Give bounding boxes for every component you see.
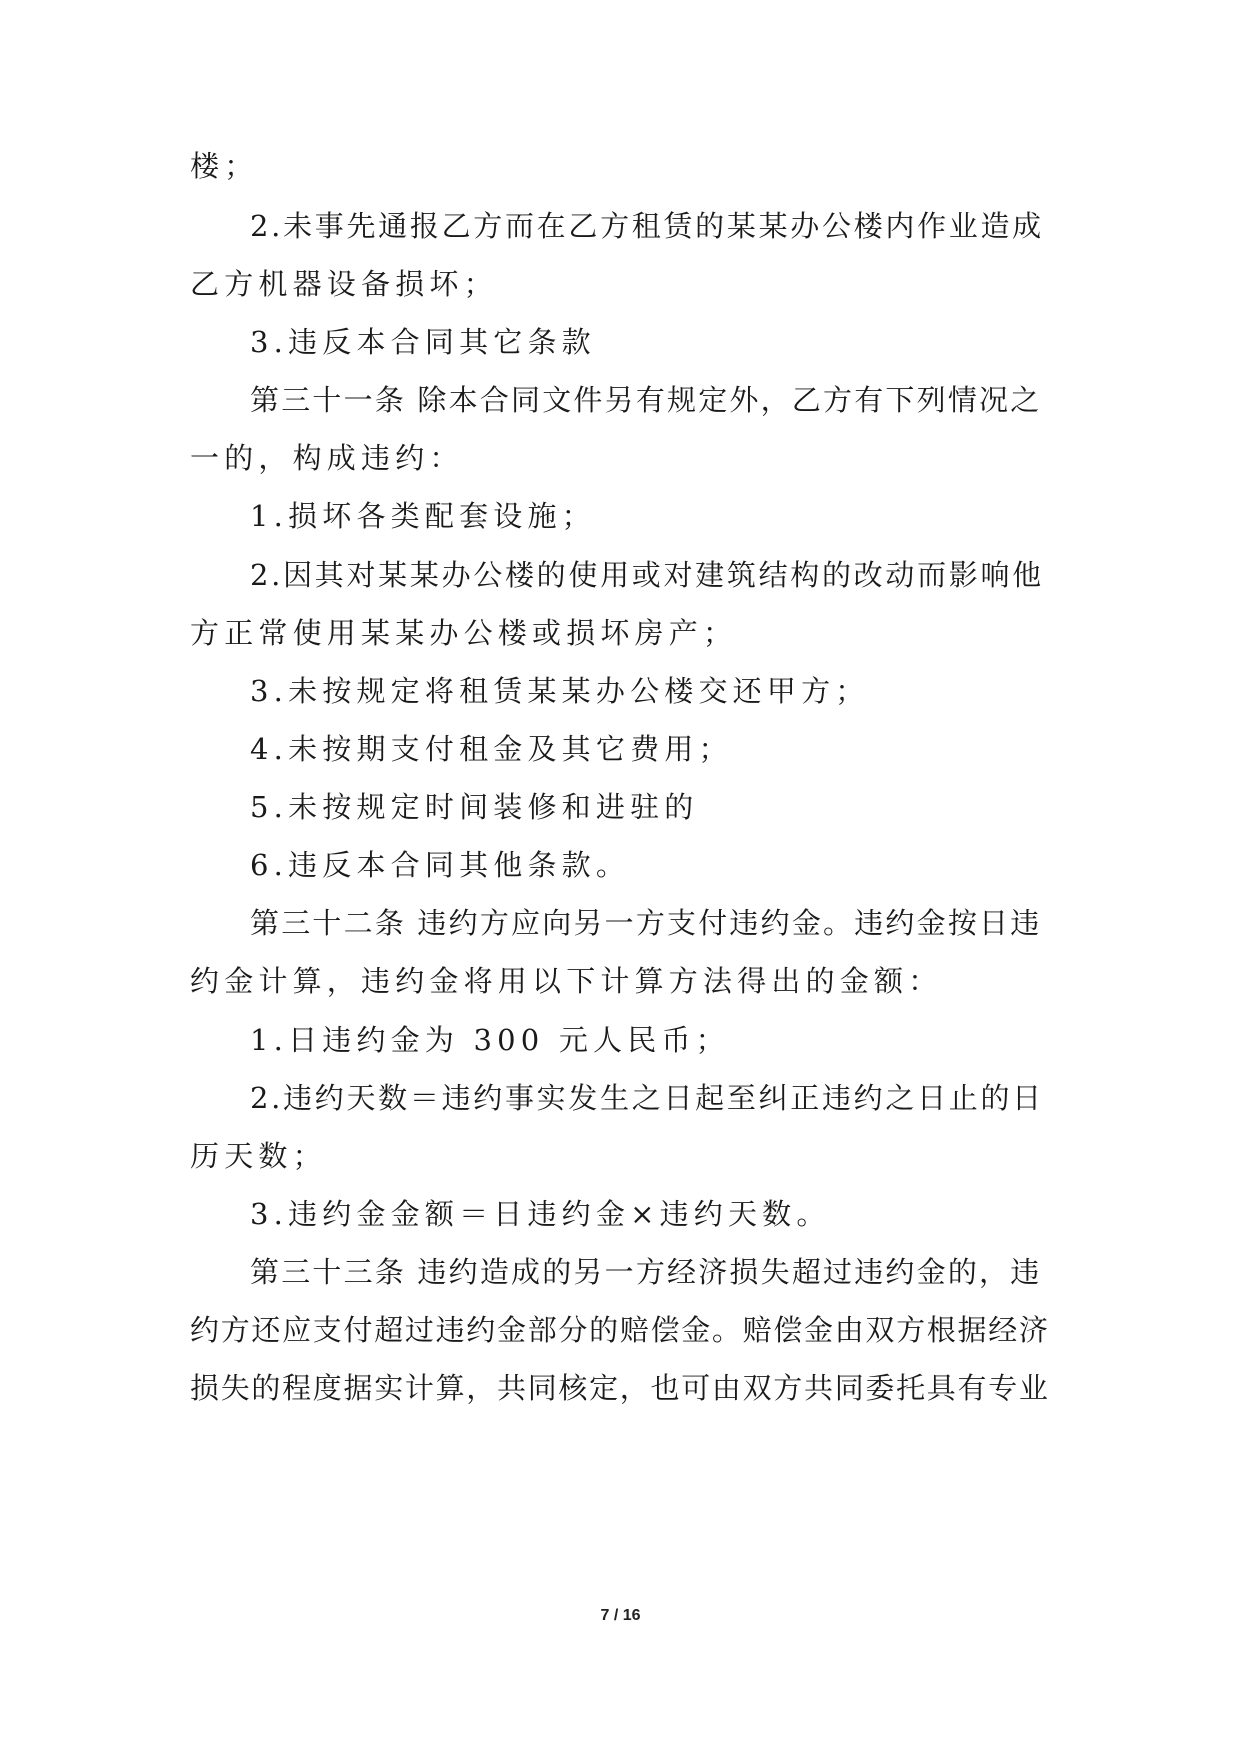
- paragraph-line: 6.违反本合同其他条款。: [250, 848, 631, 882]
- paragraph-line: 损失的程度据实计算，共同核定，也可由双方共同委托具有专业: [190, 1371, 1050, 1405]
- paragraph-line: 3.违约金金额＝日违约金×违约天数。: [250, 1197, 831, 1231]
- paragraph-line: 2.因其对某某办公楼的使用或对建筑结构的改动而影响他: [250, 558, 1044, 592]
- paragraph-line: 第三十一条 除本合同文件另有规定外，乙方有下列情况之: [250, 383, 1042, 417]
- paragraph-line: 2.未事先通报乙方而在乙方租赁的某某办公楼内作业造成: [250, 209, 1044, 243]
- paragraph-line: 约金计算，违约金将用以下计算方法得出的金额：: [190, 964, 943, 998]
- paragraph-line: 1.日违约金为 300 元人民币；: [250, 1023, 730, 1057]
- paragraph-line: 1.损坏各类配套设施；: [250, 499, 596, 533]
- paragraph-line: 5.未按规定时间装修和进驻的: [250, 790, 699, 824]
- paragraph-line: 乙方机器设备损坏；: [190, 267, 498, 301]
- paragraph-line: 3.违反本合同其它条款: [250, 325, 596, 359]
- paragraph-line: 4.未按期支付租金及其它费用；: [250, 732, 733, 766]
- page-number: 7 / 16: [600, 1607, 641, 1624]
- paragraph-line: 约方还应支付超过违约金部分的赔偿金。赔偿金由双方根据经济: [190, 1313, 1050, 1347]
- paragraph-line: 楼；: [190, 149, 259, 183]
- paragraph-line: 一的，构成违约：: [190, 441, 464, 475]
- paragraph-line: 第三十二条 违约方应向另一方支付违约金。违约金按日违: [250, 906, 1042, 940]
- paragraph-line: 历天数；: [190, 1139, 327, 1173]
- paragraph-line: 第三十三条 违约造成的另一方经济损失超过违约金的，违: [250, 1255, 1042, 1289]
- paragraph-line: 3.未按规定将租赁某某办公楼交还甲方；: [250, 674, 870, 708]
- paragraph-line: 2.违约天数＝违约事实发生之日起至纠正违约之日止的日: [250, 1081, 1044, 1115]
- paragraph-line: 方正常使用某某办公楼或损坏房产；: [190, 616, 738, 650]
